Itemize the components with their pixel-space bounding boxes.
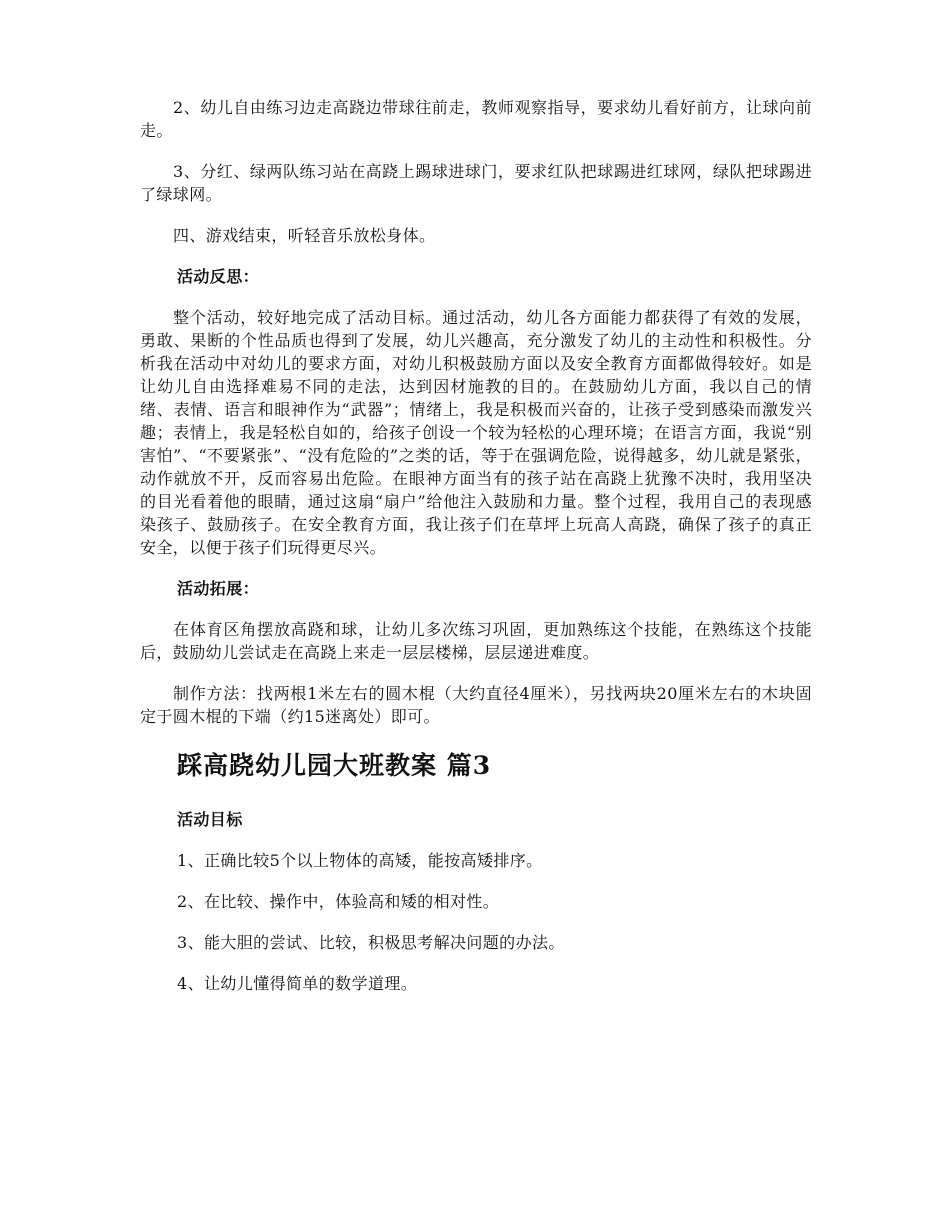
method-paragraph: 制作方法：找两根1米左右的圆木棍（大约直径4厘米），另找两块20厘米左右的木块固定于圆木棍的下端（约15迷离处）即可。 xyxy=(140,684,812,726)
step-paragraph-3: 3、分红、绿两队练习站在高跷上踢球进球门，要求红队把球踢进红球网，绿队把球踢进了绿球网。 xyxy=(140,162,812,204)
goals-heading: 活动目标 xyxy=(177,810,243,829)
goal-item-4: 4、让幼儿懂得简单的数学道理。 xyxy=(177,974,418,993)
goal-item-1: 1、正确比较5个以上物体的高矮，能按高矮排序。 xyxy=(177,851,543,870)
document-page xyxy=(140,96,812,1013)
goal-item-3: 3、能大胆的尝试、比较，积极思考解决问题的办法。 xyxy=(177,933,565,952)
goal-item-2: 2、在比较、操作中，体验高和矮的相对性。 xyxy=(177,892,500,911)
reflection-paragraph: 整个活动，较好地完成了活动目标。通过活动，幼儿各方面能力都获得了有效的发展，勇敢、果断的个性品质也得到了发展，幼儿兴趣高，充分激发了幼儿的主动性和积极性。分析我在活动中对幼儿的要求方面，对幼儿积极鼓励方面以及安全教育方面都做得较好。如是让幼儿自由选择难易不同的走法，达到因材施教的目的。在鼓励幼儿方面，我以自己的情绪、表情、语言和眼神作为“武器”；情绪上，我是积极而兴奋的，让孩子受到感染而激发兴趣；表情上，我是轻松自如的，给孩子创设一个较为轻松的心理环境；在语言方面，我说“别害怕”、“不要紧张”、“没有危险的”之类的话，等于在强调危险，说得越多，幼儿就是紧张，动作就放不开，反而容易出危险。在眼神方面当有的孩子站在高跷上犹豫不决时，我用坚决的目光看着他的眼睛，通过这扇“扇户”给他注入鼓励和力量。整个过程，我用自己的表现感染孩子、鼓励孩子。在安全教育方面，我让孩子们在草坪上玩高人高跷，确保了孩子的真正安全，以便于孩子们玩得更尽兴。 xyxy=(140,308,812,557)
reflection-heading: 活动反思： xyxy=(177,267,260,286)
step-paragraph-4: 四、游戏结束，听轻音乐放松身体。 xyxy=(173,226,436,245)
extension-heading: 活动拓展： xyxy=(177,579,260,598)
extension-paragraph: 在体育区角摆放高跷和球，让幼儿多次练习巩固，更加熟练这个技能，在熟练这个技能后，鼓励幼儿尝试走在高跷上来走一层层楼梯，层层递进难度。 xyxy=(140,620,812,662)
step-paragraph-2: 2、幼儿自由练习边走高跷边带球往前走，教师观察指导，要求幼儿看好前方，让球向前走。 xyxy=(140,98,812,140)
section-title: 踩高跷幼儿园大班教案 篇3 xyxy=(177,751,492,780)
